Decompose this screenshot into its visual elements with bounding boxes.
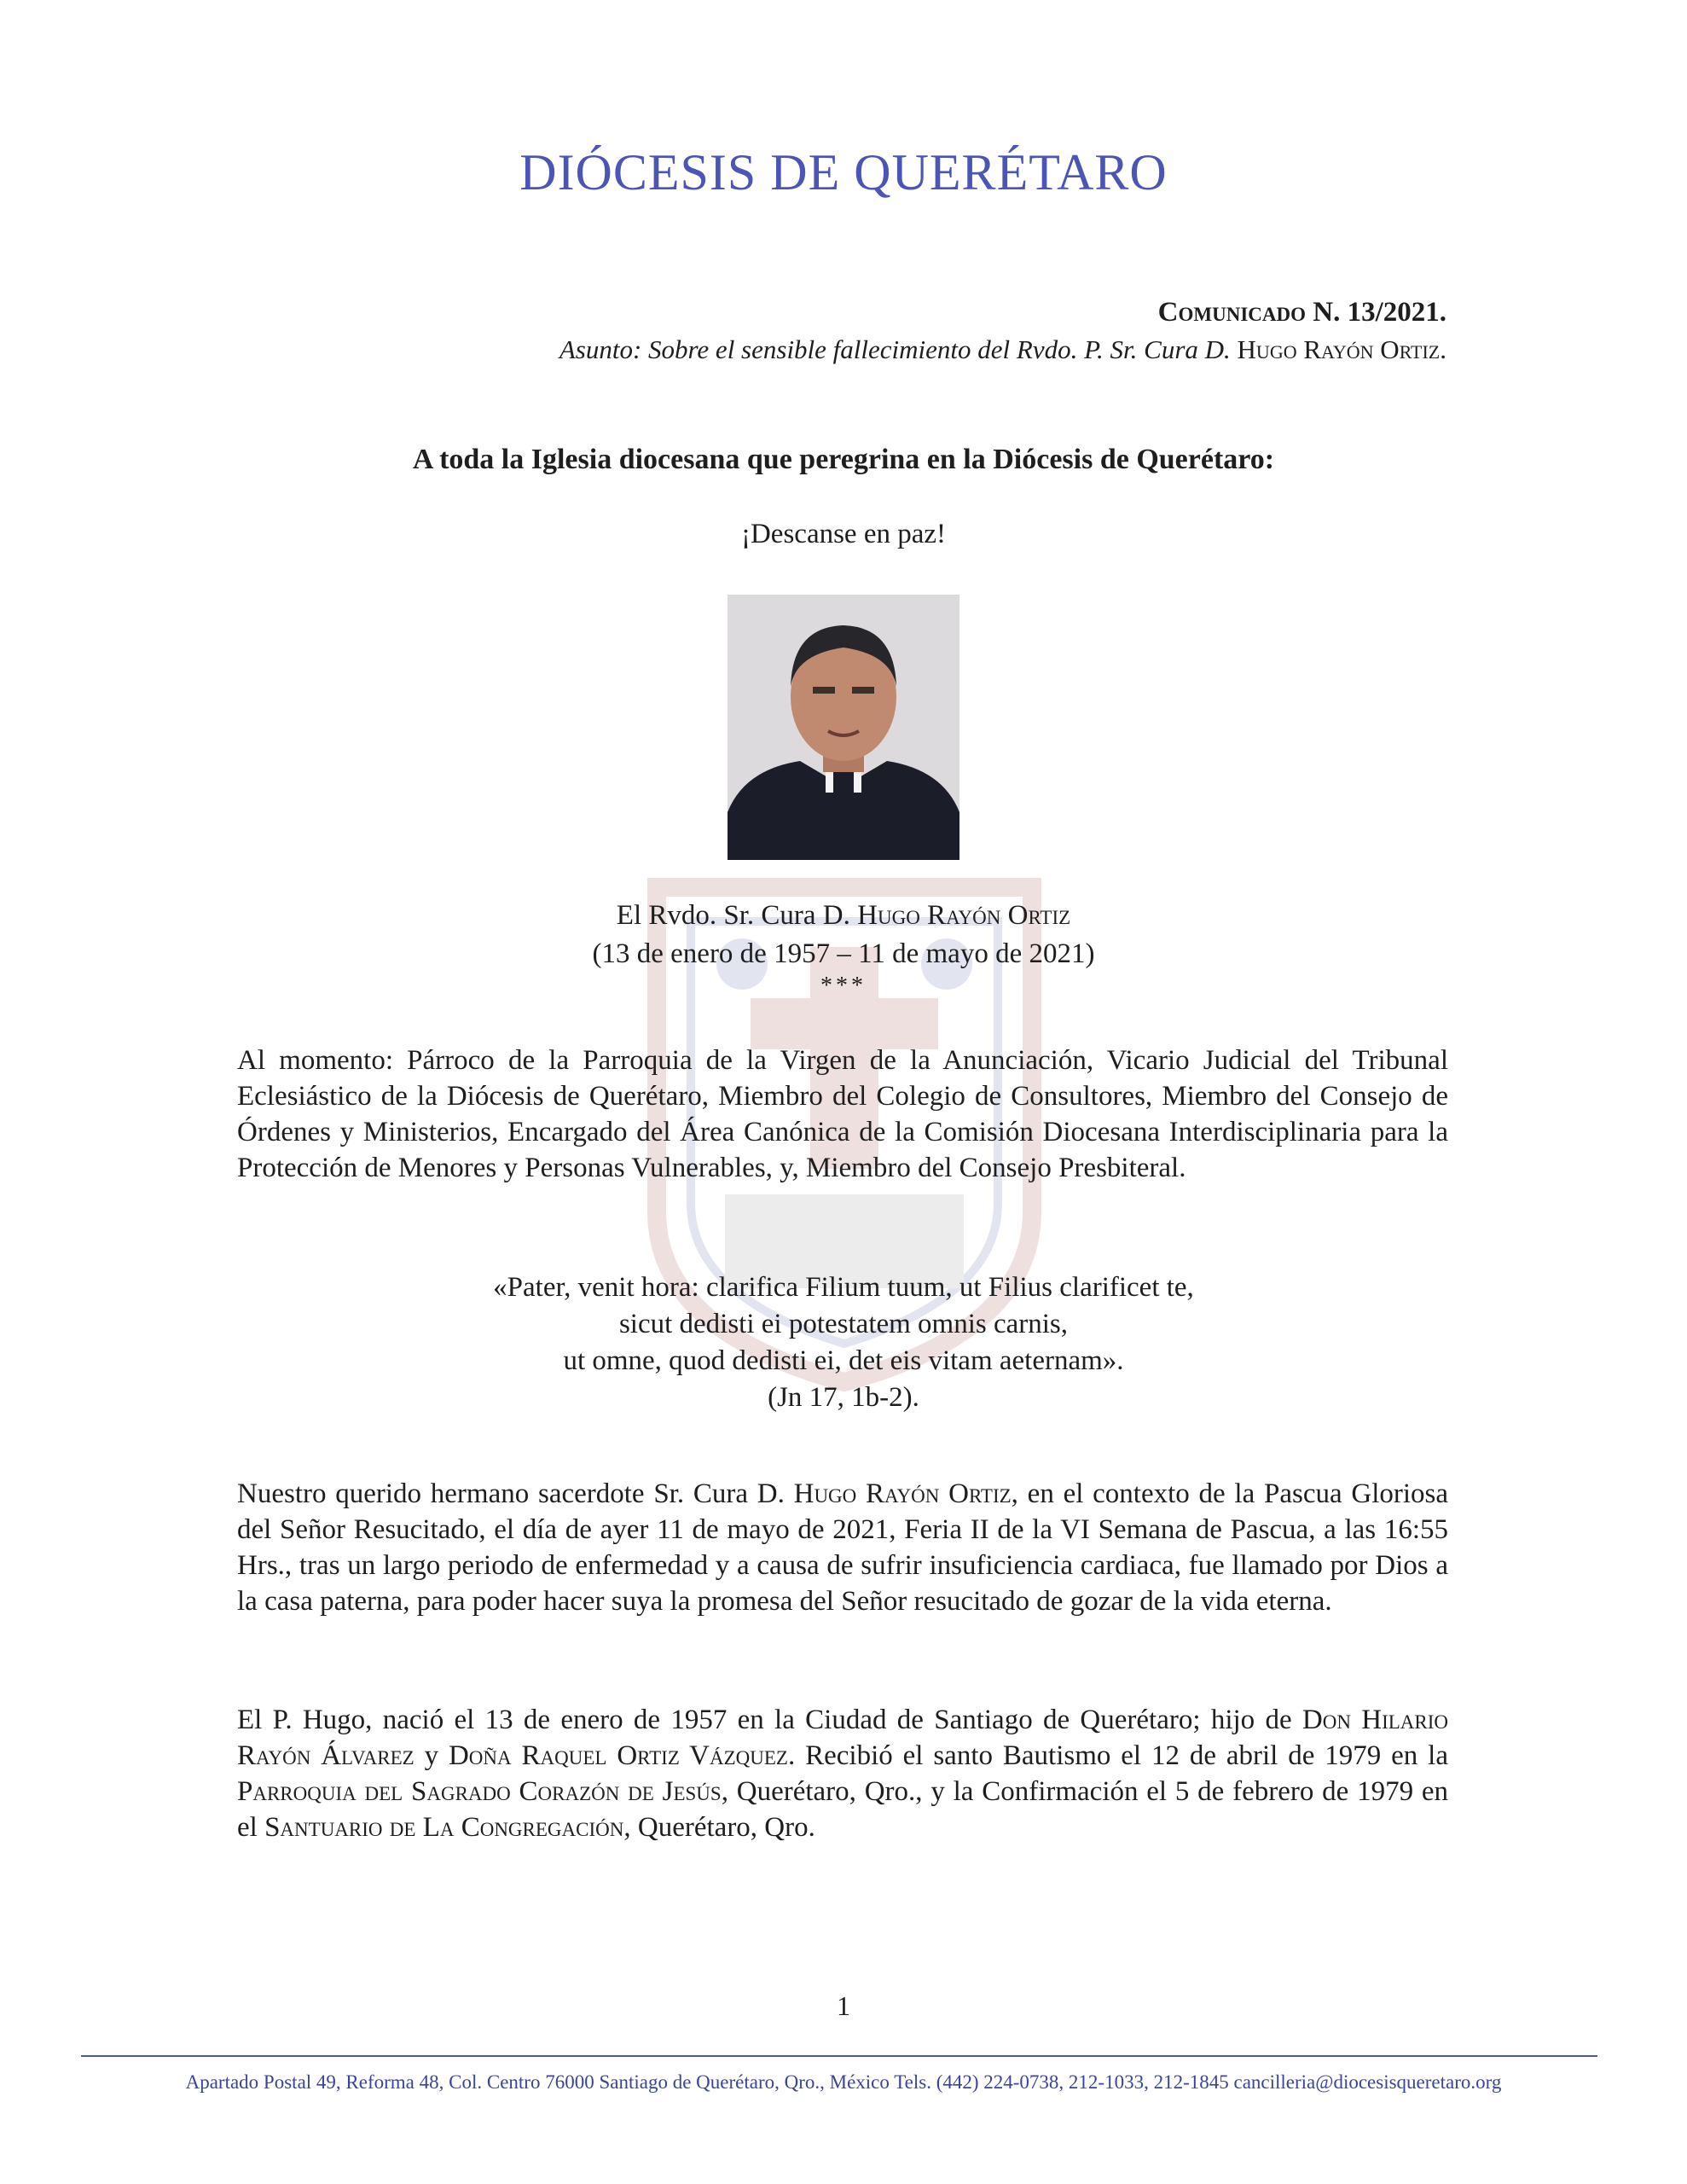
caption-name: Hugo Rayón Ortiz xyxy=(857,900,1071,931)
bio-parish: Parroquia del Sagrado Corazón de Jesús xyxy=(237,1776,722,1807)
rest-in-peace: ¡Descanse en paz! xyxy=(740,519,947,549)
bio-father: Don Hilario Rayón Álvarez xyxy=(237,1705,1448,1771)
subject-text: Asunto: Sobre el sensible fallecimiento del Rvdo. P. Sr. Cura D. xyxy=(559,334,1231,364)
passing-text-start: Nuestro querido hermano sacerdote Sr. Cura D. xyxy=(237,1478,785,1509)
quote-line-3: ut omne, quod dedisti ei, det eis vitam aeternam». xyxy=(563,1345,1124,1376)
quote-line-2: sicut dedisti ei potestatem omnis carnis, xyxy=(618,1309,1069,1339)
scripture-quote xyxy=(0,1269,1687,1416)
quote-line-1: «Pater, venit hora: clarifica Filium tuum, ut Filius clarificet te, xyxy=(493,1272,1194,1303)
bio-mother: Doña Raquel Ortiz Vázquez xyxy=(448,1740,788,1771)
bio-text-3: . Recibió el santo Bautismo el 12 de abril de 1979 en la xyxy=(787,1740,1448,1771)
bio-sanctuary: Santuario de La Congregación xyxy=(264,1812,624,1843)
bio-text-2: y xyxy=(424,1740,439,1771)
footer-contact: Apartado Postal 49, Reforma 48, Col. Centro 76000 Santiago de Querétaro, Qro., México Tels. (442) 224-0738, 212-1033, 212-1845 cancilleria@diocesisqueretaro.org xyxy=(185,2071,1502,2093)
bio-text-5: , Querétaro, Qro. xyxy=(623,1812,815,1843)
portrait-dates: (13 de enero de 1957 – 11 de mayo de 2021) xyxy=(592,938,1095,969)
passing-text-end: , en el contexto de la Pascua Gloriosa del Señor Resucitado, el día de ayer 11 de mayo de 2021, Feria II de la VI Semana de Pascua, a las 16:55 Hrs., tras un largo periodo de enfermedad y a causa de sufrir insuficiencia cardiaca, fue llamado por Dios a la casa paterna, para poder hacer suya la promesa del Señor resucitado de gozar de la vida eterna. xyxy=(237,1478,1449,1617)
greeting-heading: A toda la Iglesia diocesana que peregrina en la Diócesis de Querétaro: xyxy=(412,444,1275,475)
priest-portrait xyxy=(728,595,959,860)
communique-number: Comunicado N. 13/2021. xyxy=(1157,297,1446,328)
portrait-caption xyxy=(0,900,1687,932)
subject-name: Hugo Rayón Ortiz. xyxy=(1237,334,1446,364)
bio-text-1: El P. Hugo, nació el 13 de enero de 1957 en la Ciudad de Santiago de Querétaro; hijo de xyxy=(237,1705,1292,1735)
biography-paragraph xyxy=(237,1702,1448,1845)
caption-prefix: El Rvdo. Sr. Cura D. xyxy=(616,900,850,931)
footer-divider xyxy=(81,2055,1597,2057)
section-separator: *** xyxy=(820,973,867,999)
positions-paragraph: Al momento: Párroco de la Parroquia de la Virgen de la Anunciación, Vicario Judicial del Tribunal Eclesiástico de la Diócesis de Querétaro, Miembro del Colegio de Consultores, Miembro del Consejo de Órdenes y Ministerios, Encargado del Área Canónica de la Comisión Diocesana Interdisciplinaria para la Protección de Menores y Personas Vulnerables, y, Miembro del Consejo Presbiteral. xyxy=(237,1045,1448,1183)
communique-subject xyxy=(559,334,1446,365)
passing-paragraph xyxy=(237,1476,1448,1619)
passing-priest-name: Hugo Rayón Ortiz xyxy=(793,1478,1012,1509)
page-number: 1 xyxy=(837,1990,850,2021)
diocese-title: DIÓCESIS DE QUERÉTARO xyxy=(519,144,1168,200)
portrait-illustration xyxy=(728,595,959,860)
bio-text-4: , Querétaro, Qro., y la Confirmación el 5 de febrero de 1979 en el xyxy=(237,1776,1449,1843)
quote-reference: (Jn 17, 1b-2). xyxy=(768,1382,919,1413)
